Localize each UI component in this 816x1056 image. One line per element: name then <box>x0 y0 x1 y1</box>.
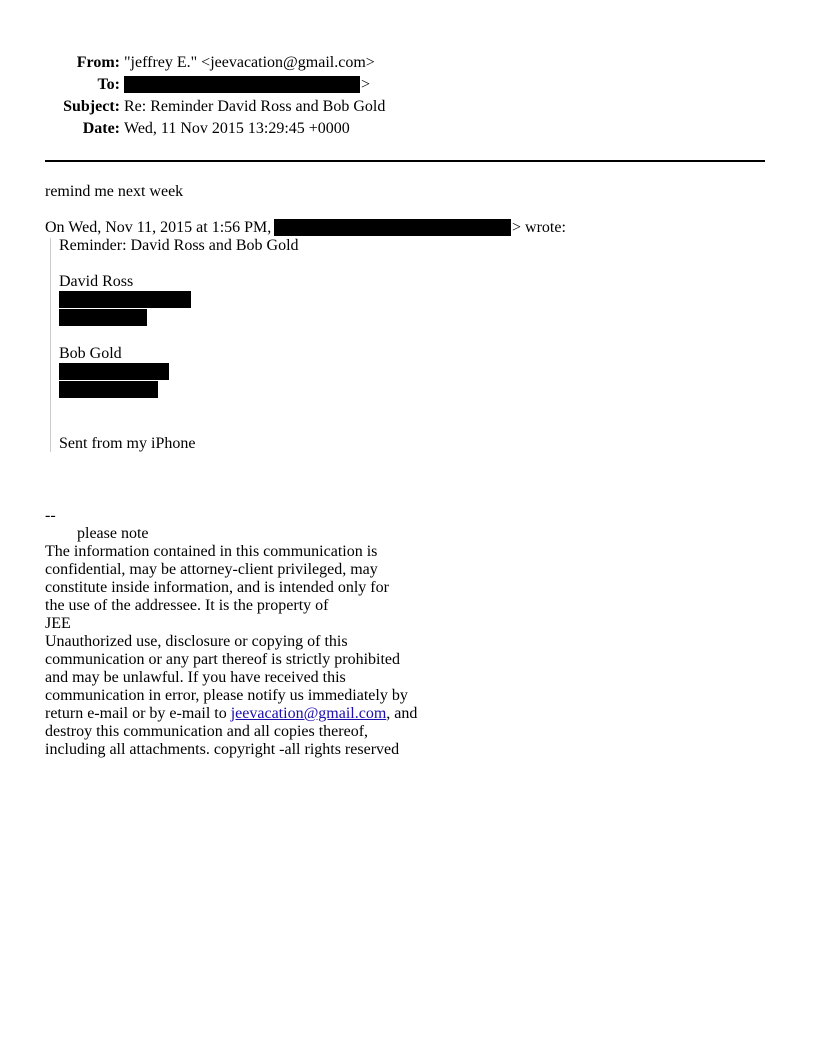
date-value: Wed, 11 Nov 2015 13:29:45 +0000 <box>124 120 350 137</box>
quote-intro-prefix: On Wed, Nov 11, 2015 at 1:56 PM, <box>45 219 272 236</box>
disclaimer-line: communication in error, please notify us immediately by <box>45 687 408 704</box>
subject-label: Subject: <box>63 98 120 115</box>
person-1-redaction-2 <box>59 309 147 326</box>
disclaimer-line: Unauthorized use, disclosure or copying of this <box>45 633 348 650</box>
quote-bar <box>50 238 51 452</box>
return-suffix: , and <box>386 705 418 722</box>
quoted-signature: Sent from my iPhone <box>59 435 196 452</box>
disclaimer-line: JEE <box>45 615 71 632</box>
to-redaction <box>124 76 360 93</box>
signature-separator: -- <box>45 507 56 524</box>
please-note: please note <box>77 525 149 542</box>
quoted-reminder-line: Reminder: David Ross and Bob Gold <box>59 237 299 254</box>
disclaimer-line: confidential, may be attorney-client privileged, may <box>45 561 378 578</box>
disclaimer-line: and may be unlawful. If you have received this <box>45 669 346 686</box>
disclaimer-line: communication or any part thereof is strictly prohibited <box>45 651 401 668</box>
reply-text: remind me next week <box>45 183 184 200</box>
from-value: "jeffrey E." <jeevacation@gmail.com> <box>124 54 375 71</box>
disclaimer-line: including all attachments. copyright -all rights reserved <box>45 741 400 758</box>
email-link[interactable]: jeevacation@gmail.com <box>230 705 387 722</box>
quoted-person-2: Bob Gold <box>59 345 122 362</box>
sender-redaction <box>274 219 511 236</box>
date-label: Date: <box>82 120 120 137</box>
from-label: From: <box>76 54 120 71</box>
person-1-redaction-1 <box>59 291 191 308</box>
to-label: To: <box>97 76 120 93</box>
quoted-person-1: David Ross <box>59 273 134 290</box>
subject-value: Re: Reminder David Ross and Bob Gold <box>124 98 386 115</box>
disclaimer-line: constitute inside information, and is intended only for <box>45 579 389 596</box>
disclaimer-line: destroy this communication and all copies thereof, <box>45 723 369 740</box>
disclaimer-line: The information contained in this communication is <box>45 543 378 560</box>
disclaimer-return-line <box>45 705 417 723</box>
return-prefix: return e-mail or by e-mail to <box>45 705 227 722</box>
person-2-redaction-1 <box>59 363 169 380</box>
disclaimer-line: the use of the addressee. It is the property of <box>45 597 329 614</box>
quote-intro-suffix: > wrote: <box>512 219 566 236</box>
to-suffix: > <box>361 76 371 93</box>
header-divider <box>45 160 765 162</box>
person-2-redaction-2 <box>59 381 158 398</box>
